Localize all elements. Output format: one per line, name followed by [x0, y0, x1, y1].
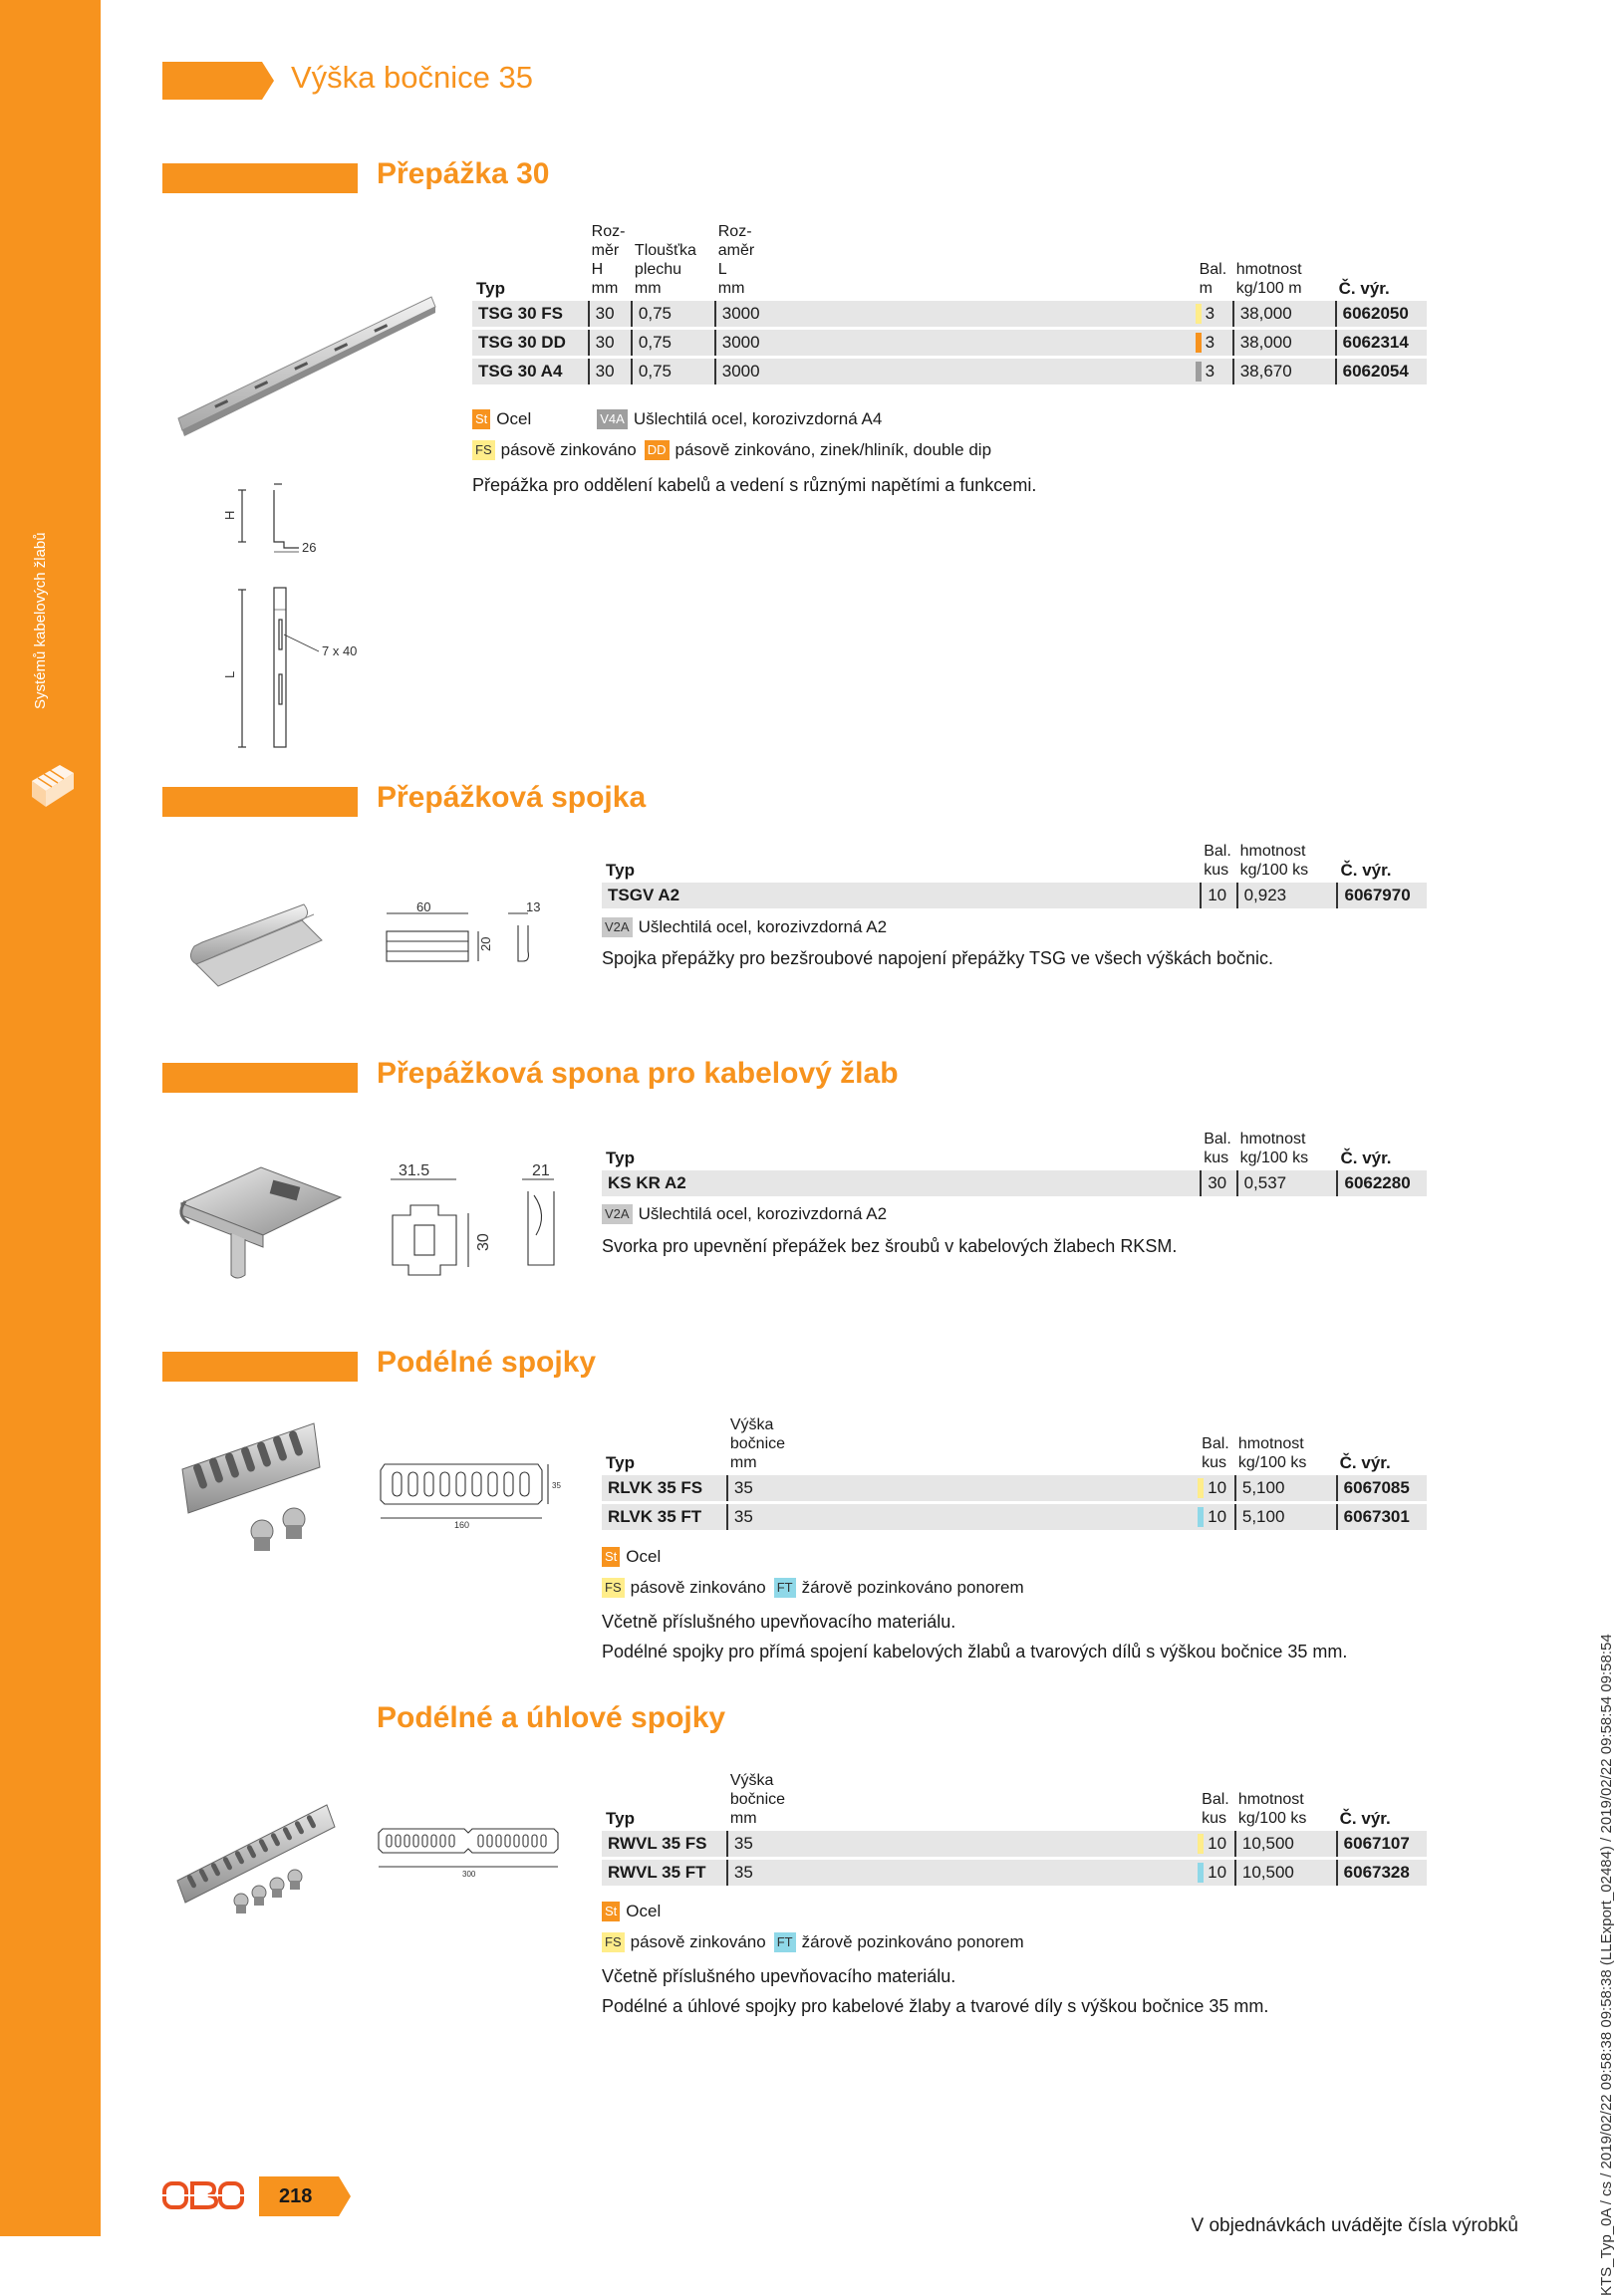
page-number: 218: [279, 2185, 313, 2207]
badge-st: St: [472, 409, 490, 429]
badge-fs: FS: [602, 1932, 625, 1952]
dim-width-label: 60: [416, 899, 431, 914]
angle-connector-image: [171, 1801, 341, 1930]
section-bar: [162, 1352, 358, 1382]
col-vyska-bocnice: Výška bočnice mm: [729, 1416, 786, 1471]
clip-technical-drawing: [379, 1155, 578, 1280]
description: Přepážka pro oddělení kabelů a vedení s různými napětími a funkcemi.: [472, 475, 1037, 495]
badge-v2a: V2A: [602, 1204, 633, 1224]
col-cislo: Č. výr.: [1338, 279, 1390, 298]
side-category-label: Systémů kabelových žlabů: [32, 532, 49, 709]
col-vyska-bocnice: Výška bočnice mm: [729, 1772, 786, 1827]
left-color-bar: [0, 0, 101, 2236]
material-legend: V2A Ušlechtilá ocel, korozivzdorná A2: [602, 1204, 887, 1224]
finish-swatch: [1198, 1478, 1204, 1498]
section-title-prepazkova-spona: Přepážková spona pro kabelový žlab: [377, 1057, 899, 1090]
footer-note: V objednávkách uvádějte čísla výrobků: [1191, 2215, 1518, 2236]
material-legend: St Ocel V4A Ušlechtilá ocel, korozivzdorná A4: [472, 409, 882, 429]
material-legend: St Ocel: [602, 1902, 661, 1921]
chapter-title: Výška bočnice 35: [291, 60, 533, 95]
col-typ: Typ: [606, 1148, 635, 1167]
section-title-podelne-spojky: Podélné spojky: [377, 1346, 597, 1379]
dim-width-label: 26: [302, 540, 317, 555]
dim-depth-label: 21: [532, 1162, 550, 1179]
connector-technical-drawing: [379, 901, 558, 976]
col-typ: Typ: [606, 1809, 635, 1828]
material-legend: St Ocel: [602, 1547, 661, 1567]
obo-logo: [162, 2179, 244, 2211]
dim-h-label: H: [222, 510, 237, 520]
dim-width-label: 31.5: [399, 1162, 430, 1179]
col-hmotnost: hmotnost kg/100 ks: [1237, 1791, 1307, 1827]
col-rozmer-l: Roz- aměr L mm: [717, 223, 755, 297]
finish-swatch: [1196, 362, 1202, 382]
badge-dd: DD: [645, 440, 670, 460]
description: Podélné a úhlové spojky pro kabelové žlaby a tvarové díly s výškou bočnice 35 mm.: [602, 1996, 1269, 2016]
description: Podélné spojky pro přímá spojení kabelových žlabů a tvarových dílů s výškou bočnice 35 mm.: [602, 1642, 1348, 1661]
material-legend: V2A Ušlechtilá ocel, korozivzdorná A2: [602, 917, 887, 937]
badge-v2a: V2A: [602, 917, 633, 937]
col-rozmer-h: Roz- měr H mm: [591, 223, 626, 297]
col-typ: Typ: [606, 1453, 635, 1472]
table-row: TSG 30 FS 30 0,75 3000 3 38,000 6062050: [472, 301, 1427, 327]
angle-connector-drawing: [379, 1821, 563, 1886]
col-hmotnost: hmotnost kg/100 ks: [1239, 843, 1309, 879]
longitudinal-connector-image: [174, 1419, 324, 1559]
badge-st: St: [602, 1902, 620, 1921]
dim-height-label: 35: [552, 1481, 561, 1490]
table-row: KS KR A2 30 0,537 6062280: [602, 1170, 1427, 1196]
badge-ft: FT: [774, 1932, 796, 1952]
finish-legend: FS pásově zinkováno DD pásově zinkováno, zinek/hliník, double dip: [472, 440, 991, 460]
col-cislo: Č. výr.: [1339, 1809, 1391, 1828]
table-row: TSG 30 A4 30 0,75 3000 3 38,670 6062054: [472, 359, 1427, 384]
section-title-podelne-a-uhlove-spojky: Podélné a úhlové spojky: [377, 1701, 726, 1734]
cable-tray-icon: [30, 763, 76, 809]
dim-width-label: 160: [454, 1520, 470, 1530]
col-tloustka: Tloušťka plechu mm: [634, 242, 696, 297]
section-title-prepazkova-spojka: Přepážková spojka: [377, 781, 647, 814]
col-typ: Typ: [476, 279, 505, 298]
description: Spojka přepážky pro bezšroubové napojení přepážky TSG ve všech výškách bočnic.: [602, 948, 1274, 968]
description: Svorka pro upevnění přepážek bez šroubů v kabelových žlabech RKSM.: [602, 1236, 1178, 1256]
finish-swatch: [1196, 333, 1202, 353]
badge-fs: FS: [472, 440, 495, 460]
table-row: TSGV A2 10 0,923 6067970: [602, 883, 1427, 908]
table-row: RLVK 35 FT 35 10 5,100 6067301: [602, 1504, 1427, 1530]
section-bar: [162, 1063, 358, 1093]
finish-legend: FS pásově zinkováno FT žárově pozinkováno ponorem: [602, 1578, 1024, 1598]
section-bar: [162, 163, 358, 193]
col-bal: Bal. kus: [1202, 1435, 1229, 1471]
description: Včetně příslušného upevňovacího materiálu.: [602, 1966, 956, 1986]
table-row: RLVK 35 FS 35 10 5,100 6067085: [602, 1475, 1427, 1501]
partition-product-image: [174, 291, 438, 440]
col-cislo: Č. výr.: [1340, 861, 1392, 880]
dim-height-label: 30: [475, 1233, 492, 1251]
col-bal: Bal. m: [1199, 261, 1227, 297]
badge-v4a: V4A: [597, 409, 628, 429]
partition-technical-drawing: [224, 480, 379, 754]
table-row: RWVL 35 FS 35 10 10,500 6067107: [602, 1831, 1427, 1857]
col-hmotnost: hmotnost kg/100 ks: [1239, 1131, 1309, 1166]
dim-depth-label: 13: [526, 899, 541, 914]
finish-swatch: [1196, 304, 1202, 324]
product-table-rlvk: [602, 1412, 1427, 1533]
chapter-tab-marker: [162, 62, 274, 100]
col-bal: Bal. kus: [1204, 843, 1231, 879]
product-table-tsgv: [602, 839, 1427, 911]
dim-width-label: 300: [462, 1870, 476, 1879]
export-metadata-text: KTS_Typ_0A / cs / 2019/02/22 09:58:38 09:58:38 (LLExport_02484) / 2019/02/22 09:58:54 09:58:54: [1598, 1634, 1615, 2296]
dim-slot-label: 7 x 40: [322, 643, 358, 658]
col-hmotnost: hmotnost kg/100 ks: [1237, 1435, 1307, 1471]
badge-st: St: [602, 1547, 620, 1567]
col-cislo: Č. výr.: [1339, 1453, 1391, 1472]
table-row: TSG 30 DD 30 0,75 3000 3 38,000 6062314: [472, 330, 1427, 356]
section-title-prepazka-30: Přepážka 30: [377, 157, 550, 190]
product-table-tsg: [472, 219, 1427, 387]
cable-tray-clip-image: [171, 1163, 346, 1283]
badge-ft: FT: [774, 1578, 796, 1598]
dim-l-label: L: [222, 670, 237, 678]
description: Včetně příslušného upevňovacího materiálu.: [602, 1612, 956, 1632]
badge-fs: FS: [602, 1578, 625, 1598]
finish-legend: FS pásově zinkováno FT žárově pozinkováno ponorem: [602, 1932, 1024, 1952]
finish-swatch: [1198, 1834, 1204, 1854]
col-bal: Bal. kus: [1202, 1791, 1229, 1827]
col-hmotnost: hmotnost kg/100 m: [1235, 261, 1302, 297]
longitudinal-connector-drawing: [379, 1454, 561, 1534]
partition-connector-image: [184, 887, 324, 996]
section-bar: [162, 787, 358, 817]
table-row: RWVL 35 FT 35 10 10,500 6067328: [602, 1860, 1427, 1886]
col-bal: Bal. kus: [1204, 1131, 1231, 1166]
col-cislo: Č. výr.: [1340, 1148, 1392, 1167]
dim-height-label: 20: [478, 936, 493, 951]
product-table-rwvl: [602, 1768, 1427, 1889]
col-typ: Typ: [606, 861, 635, 880]
finish-swatch: [1198, 1507, 1204, 1527]
product-table-kskr: [602, 1127, 1427, 1199]
finish-swatch: [1198, 1863, 1204, 1883]
